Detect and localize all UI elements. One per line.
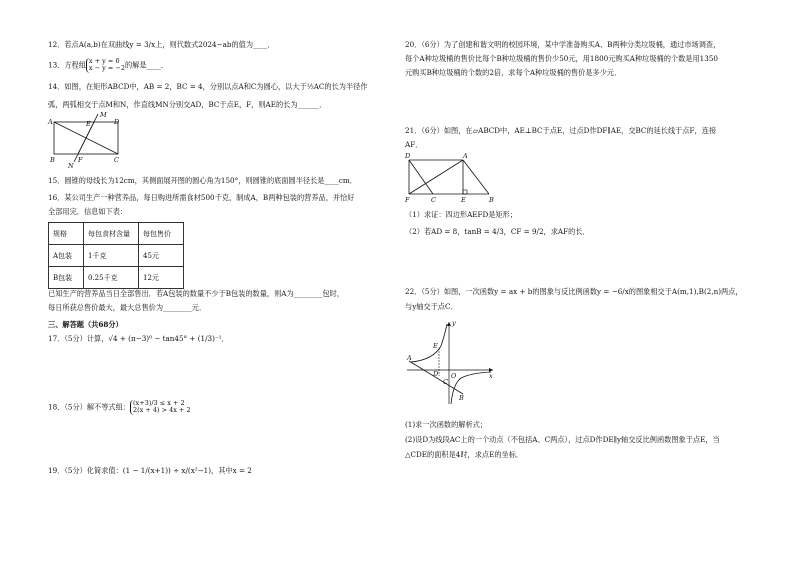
- question-21-line1: 21．（6分）如图，在▱ABCD中，AE⊥BC于点E，过点D作DF∥AE，交BC的延长线于点F，连接: [405, 126, 717, 135]
- label-m: M: [100, 111, 107, 119]
- q21-parallelogram-figure: [405, 152, 505, 204]
- label-a: A: [463, 152, 468, 160]
- question-21-line2: AF．: [405, 140, 423, 149]
- segment-ab: [463, 160, 489, 194]
- y-axis-arrow: [447, 322, 451, 326]
- q13-eq2: x − y = −2: [88, 64, 125, 73]
- question-18: [48, 400, 191, 415]
- table-header-cell: 每包售价: [139, 223, 184, 245]
- question-19: 19．（5分）化简求值：(1 − 1/(x+1)) ÷ x/(x²−1)，其中x = 2: [48, 466, 252, 475]
- segment-dc: [409, 160, 433, 194]
- right-angle-mark: [463, 190, 467, 194]
- question-16-line1: 16．某公司生产一种营养品，每日购进所需食材500千克，制成A，B两种包装的营养品，并恰好: [48, 193, 355, 202]
- label-b: B: [459, 394, 464, 402]
- question-21-part1: （1）求证：四边形AEFD是矩形；: [405, 210, 518, 219]
- label-c: C: [443, 378, 448, 386]
- segment-af: [409, 160, 463, 194]
- table-cell: A包装: [49, 245, 84, 267]
- hyperbola-branch-left: [411, 324, 447, 362]
- q16-info-table: [48, 222, 184, 289]
- q22-function-graph: [405, 318, 495, 408]
- q18-eq1: (x+3)/3 ≤ x + 2: [133, 399, 185, 407]
- label-b: B: [50, 156, 55, 164]
- question-22-line1: 22．（5分）如图，一次函数y = ax + b的图象与反比例函数y = −6/x的图象相交于A(m,1),B(2,n)两点，: [405, 287, 743, 296]
- q14-rectangle-figure: [48, 112, 128, 172]
- question-15: 15．圆锥的母线长为12cm，其侧面展开图的圆心角为150°，则圆锥的底面圆半径长是____cm．: [48, 176, 357, 185]
- q13-prefix: 13．方程组: [48, 60, 86, 70]
- table-row: [49, 245, 184, 267]
- q13-system: [86, 58, 125, 73]
- question-14-line2: 弧，两弧相交于点M和N，作直线MN分别交AD，BC于点E，F，则AE的长为______．: [48, 100, 327, 109]
- question-22-part1: (1)求一次函数的解析式；: [405, 420, 488, 429]
- question-16-line2: 全部用完．信息如下表：: [48, 207, 128, 216]
- question-16-line4: 每日所获总售价最大，最大总售价为________元．: [48, 303, 207, 312]
- label-n: N: [68, 162, 74, 170]
- label-c: C: [114, 156, 119, 164]
- question-17: 17．（5分）计算，√4 + (π−3)⁰ − tan45° + (1/3)⁻¹．: [48, 334, 229, 343]
- table-header-cell: 规格: [49, 223, 84, 245]
- question-12: 12．若点A(a,b)在双曲线y = 3/x上，则代数式2024−ab的值为____．: [48, 40, 275, 49]
- question-21-part2: （2）若AD = 8，tanB = 4/3，CF = 9/2，求AF的长．: [405, 227, 590, 236]
- q18-system: [130, 400, 191, 415]
- table-cell: 45元: [139, 245, 184, 267]
- label-a: A: [407, 354, 412, 362]
- label-c: C: [431, 196, 436, 204]
- question-22-part2-line1: (2)设D为线段AC上的一个动点（不包括A、C两点），过点D作DE∥y轴交反比例函数图象于点E，当: [405, 435, 720, 444]
- label-e: E: [461, 196, 466, 204]
- label-a: A: [48, 118, 53, 126]
- label-x: x: [489, 372, 493, 380]
- question-22-part2-line2: △CDE的面积是4时，求点E的坐标．: [405, 450, 524, 459]
- label-d: D: [405, 152, 411, 160]
- q13-suffix: 的解是____．: [124, 60, 169, 70]
- question-22-line2: 与y轴交于点C．: [405, 302, 458, 311]
- hyperbola-branch-right: [451, 372, 491, 404]
- q13-eq1: x + y = 6: [88, 57, 120, 65]
- label-y: y: [452, 319, 456, 327]
- question-16-line3: 已知生产的营养品当日全部售出．若A包装的数量不少于B包装的数量，则A为________包时，: [48, 289, 344, 298]
- q18-prefix: 18．（5分）解不等式组：: [48, 402, 130, 412]
- label-b: B: [489, 196, 494, 204]
- table-header-row: [49, 223, 184, 245]
- question-20-line3: 元购买B种垃圾桶的个数的2倍，求每个A种垃圾桶的售价是多少元．: [405, 68, 622, 77]
- question-20-line2: 每个A种垃圾桶的售价比每个B种垃圾桶的售价少50元，用1800元购买A种垃圾桶的个数是用1350: [405, 54, 718, 63]
- table-cell: 12元: [139, 267, 184, 289]
- question-13: [48, 58, 168, 73]
- label-d: D: [114, 118, 120, 126]
- q18-eq2: 2(x + 4) > 4x + 2: [133, 406, 191, 415]
- table-cell: 0.25千克: [84, 267, 139, 289]
- table-cell: 1千克: [84, 245, 139, 267]
- section-3-heading: 三、解答题（共68分）: [48, 320, 123, 329]
- label-f: F: [405, 196, 410, 204]
- table-cell: B包装: [49, 267, 84, 289]
- table-header-cell: 每包食材含量: [84, 223, 139, 245]
- label-d: D: [433, 370, 439, 378]
- question-20-line1: 20．（6分）为了创建和谐文明的校园环境，某中学准备购买A、B两种分类垃圾桶，通过市场调查，: [405, 40, 721, 49]
- label-o: O: [451, 372, 457, 380]
- question-14-line1: 14．如图，在矩形ABCD中，AB = 2，BC = 4，分别以点A和C为圆心，以大于½AC的长为半径作: [48, 82, 368, 91]
- table-row: [49, 267, 184, 289]
- label-e: E: [86, 120, 91, 128]
- label-e: E: [433, 342, 438, 350]
- label-f: F: [78, 156, 83, 164]
